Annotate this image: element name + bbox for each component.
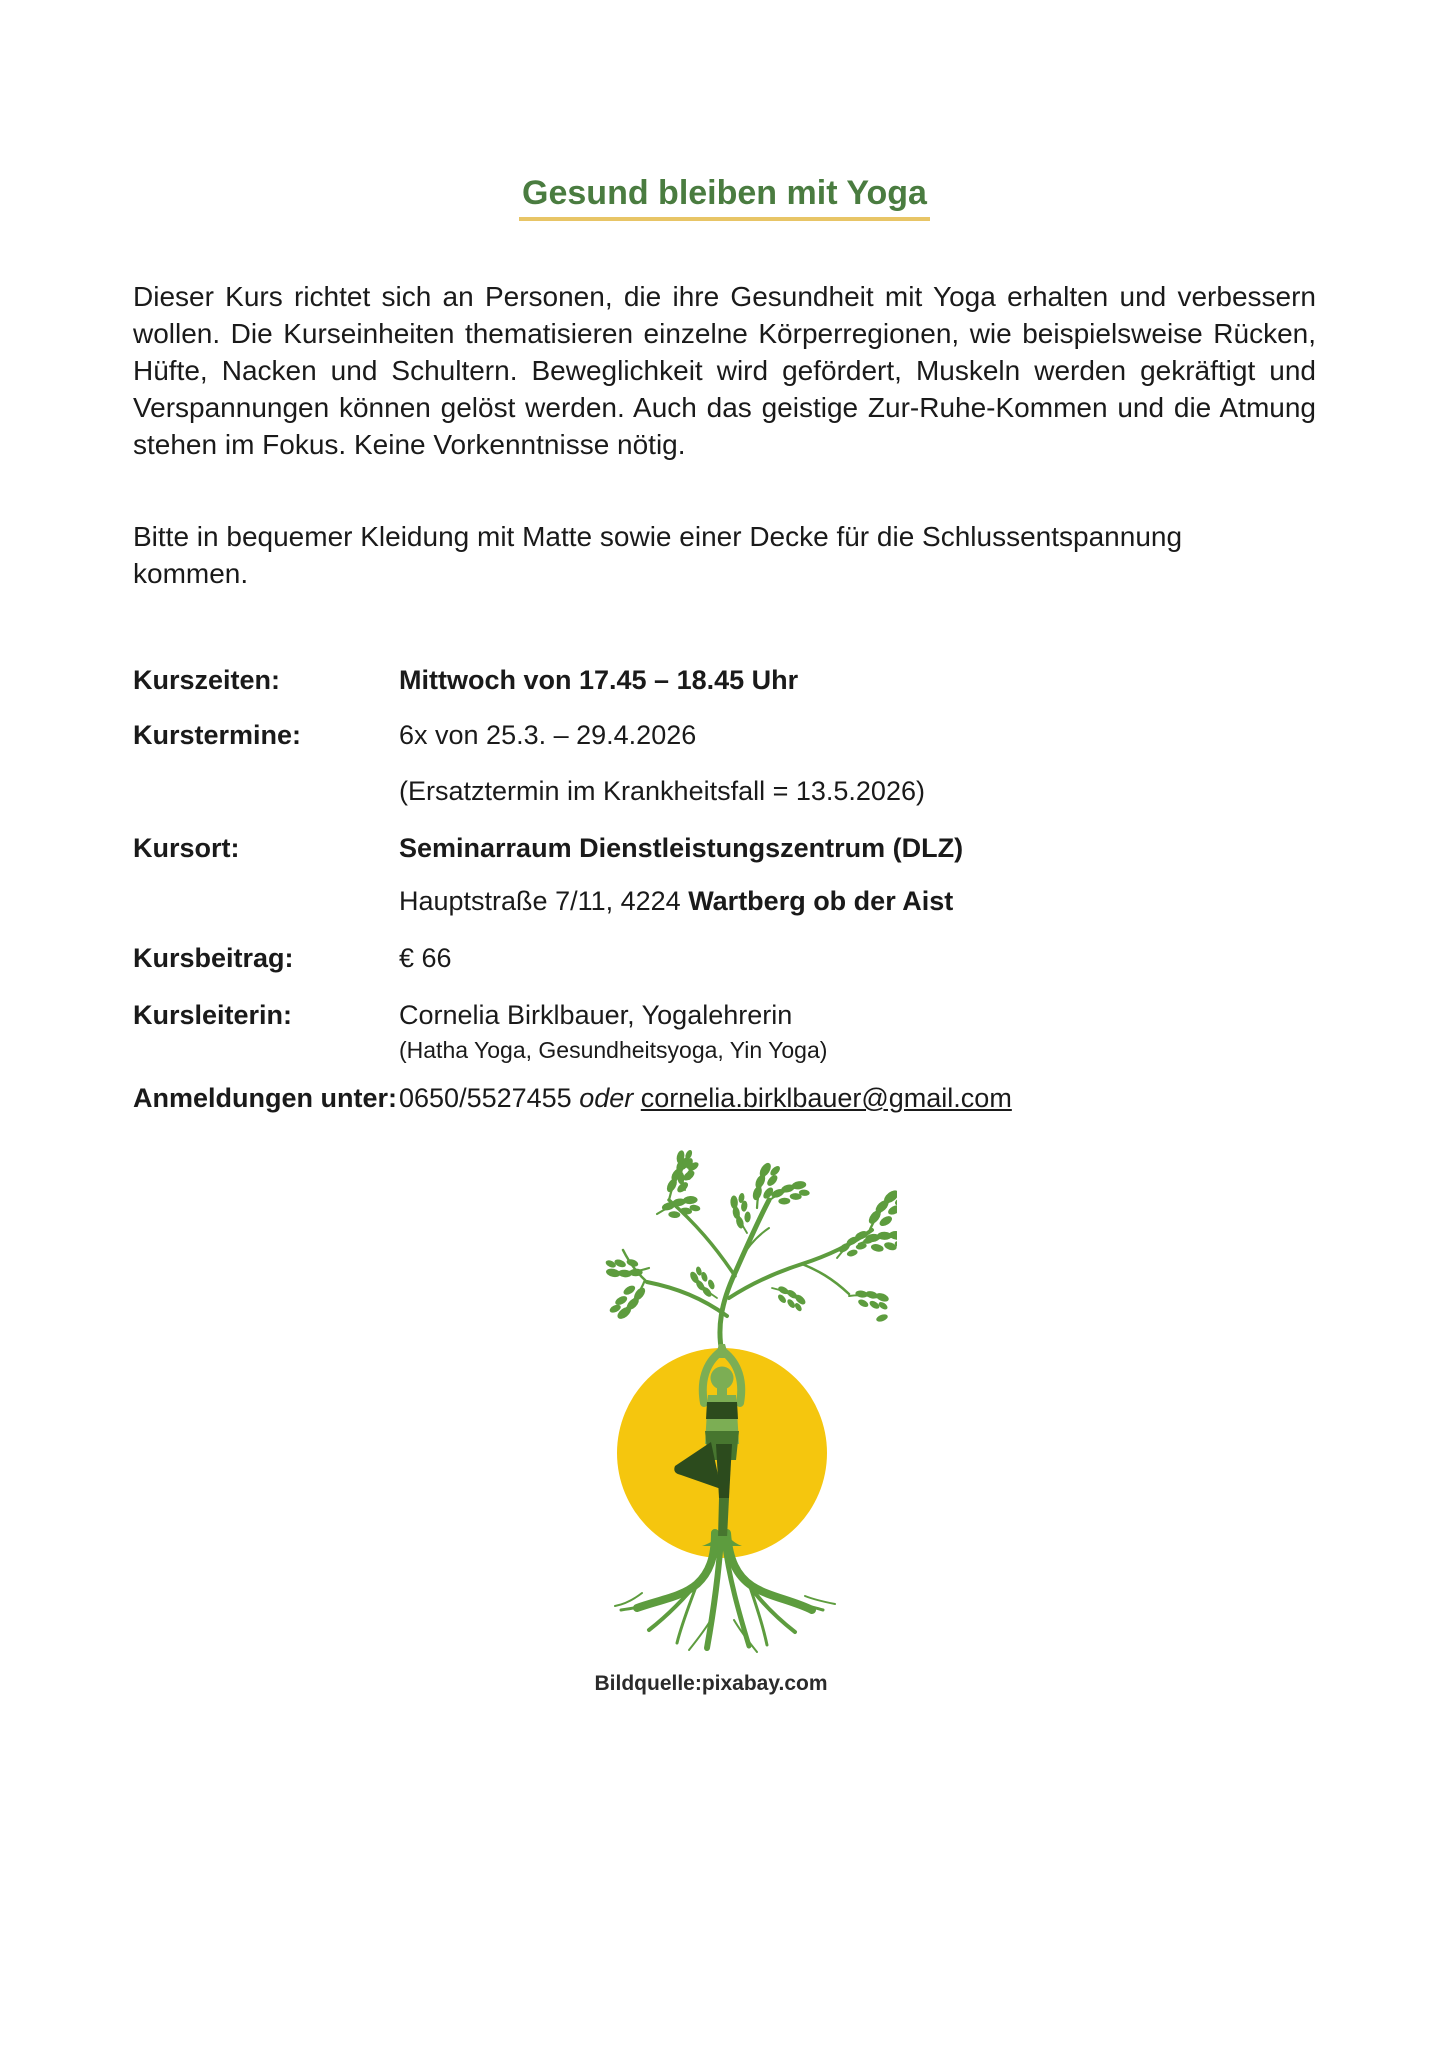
kursort-address — [399, 883, 1316, 920]
anmeldung-phone: 0650/5527455 — [399, 1083, 572, 1113]
row-kursleiterin — [133, 997, 1316, 1067]
kursleiterin-qualifications: (Hatha Yoga, Gesundheitsyoga, Yin Yoga) — [399, 1037, 828, 1063]
tree-leaves — [600, 1148, 897, 1324]
figure-head — [711, 1367, 734, 1390]
tree-branches — [623, 1200, 872, 1353]
kursort-address-town: Wartberg ob der Aist — [688, 886, 954, 916]
row-kursort-address — [133, 883, 1316, 920]
image-credit: Bildquelle:pixabay.com — [594, 1672, 828, 1695]
kursbeitrag-value: € 66 — [399, 943, 452, 973]
kursbeitrag-label: Kursbeitrag: — [133, 943, 294, 973]
row-anmeldung — [133, 1080, 1316, 1117]
kurszeiten-label: Kurszeiten: — [133, 665, 281, 695]
page-title — [133, 176, 1316, 221]
kursort-value: Seminarraum Dienstleistungszentrum (DLZ) — [399, 833, 964, 863]
yoga-tree-illustration — [597, 1148, 897, 1668]
row-ersatztermin — [133, 773, 1316, 810]
note-paragraph: Bitte in bequemer Kleidung mit Matte sowie einer Decke für die Schlussentspannung kommen. — [133, 521, 1183, 589]
anmeldung-label: Anmeldungen unter: — [133, 1083, 397, 1113]
anmeldung-email-link[interactable]: cornelia.birklbauer@gmail.com — [640, 1083, 1012, 1113]
anmeldung-conjunction: oder — [579, 1083, 634, 1113]
kurstermine-label: Kurstermine: — [133, 720, 302, 750]
course-details — [133, 655, 1316, 1117]
figure-top-band — [706, 1402, 738, 1419]
page-title-text: Gesund bleiben mit Yoga — [519, 176, 930, 221]
kursleiterin-label: Kursleiterin: — [133, 1000, 293, 1030]
row-kursort — [133, 830, 1316, 867]
kursleiterin-name: Cornelia Birklbauer, Yogalehrerin — [399, 1000, 793, 1030]
kursort-label: Kursort: — [133, 833, 240, 863]
tree-roots — [615, 1533, 835, 1652]
anmeldung-value — [399, 1080, 1316, 1117]
kursleiterin-value — [399, 997, 1316, 1067]
row-kurstermine — [133, 717, 1316, 754]
kursort-address-street: Hauptstraße 7/11, 4224 — [399, 886, 689, 916]
row-kursbeitrag — [133, 940, 1316, 977]
intro-paragraph: Dieser Kurs richtet sich an Personen, die ihre Gesundheit mit Yoga erhalten und verbessern wollen. Die Kurseinheiten thematisieren einzelne Körperregionen, wie beispielsweise Rücken, Hüfte, Nacken und Schultern. Beweglichkeit wird gefördert, Muskeln werden gekräftigt und Verspannungen können gelöst werden. Auch das geistige Zur-Ruhe-Kommen und die Atmung stehen im Fokus. Keine Vorkenntnisse nötig. — [133, 281, 1316, 460]
yoga-tree-svg — [597, 1148, 897, 1668]
kurstermine-value: 6x von 25.3. – 29.4.2026 — [399, 720, 697, 750]
kurszeiten-value: Mittwoch von 17.45 – 18.45 Uhr — [399, 665, 799, 695]
ersatztermin-note: (Ersatztermin im Krankheitsfall = 13.5.2026) — [399, 776, 925, 806]
row-kurszeiten — [133, 662, 1316, 699]
